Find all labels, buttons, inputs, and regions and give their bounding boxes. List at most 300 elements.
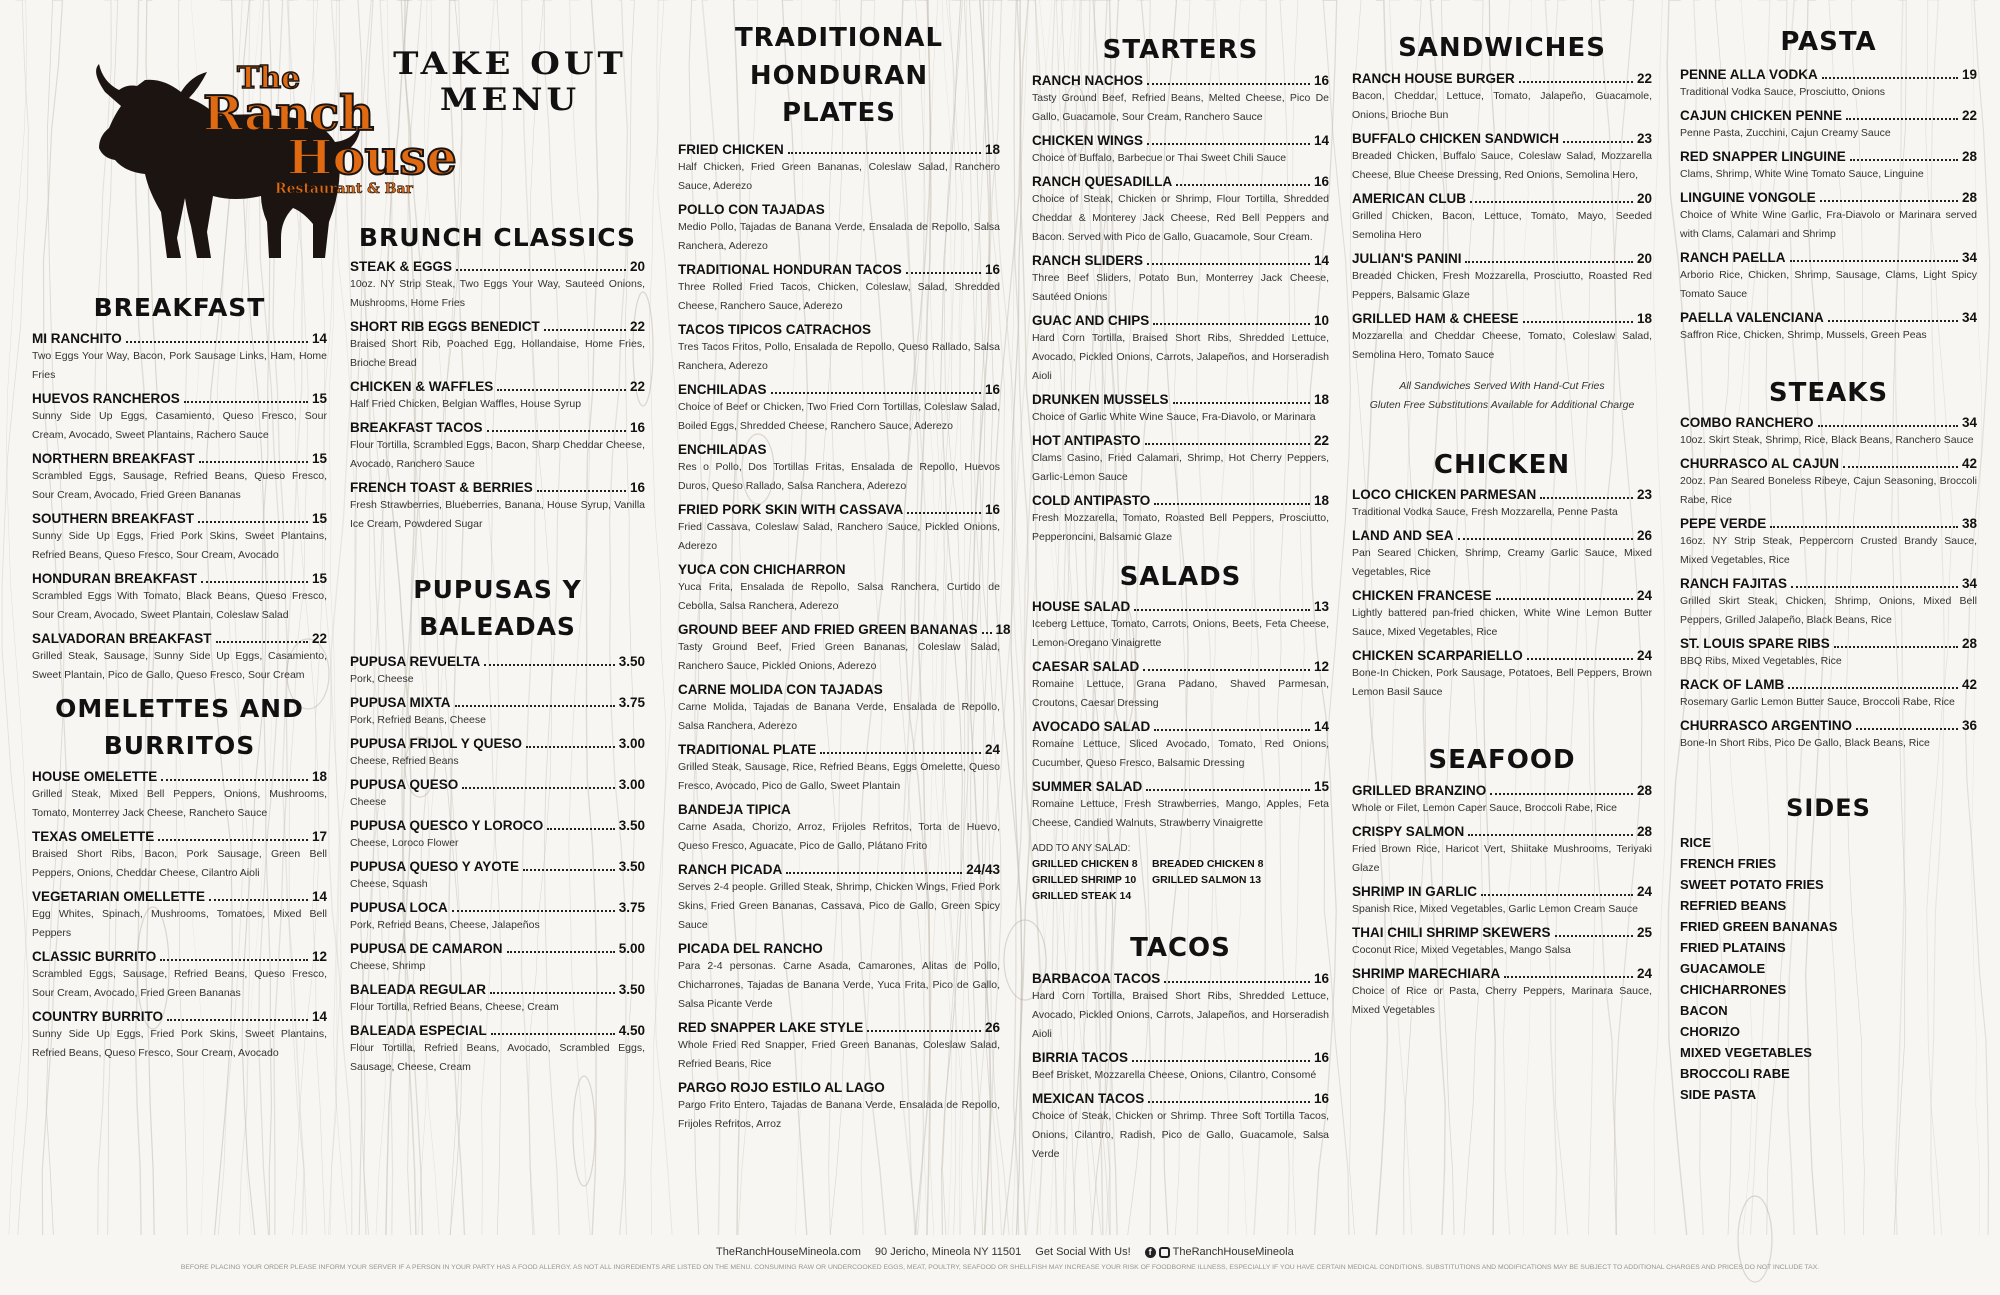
menu-item-price: 20 [1636,190,1652,206]
menu-item-price: 34 [1961,415,1977,431]
menu-item [32,768,327,823]
menu-item-line [1032,970,1329,987]
menu-item-description: Yuca Frita, Ensalada de Repollo, Salsa Ranchera, Curtido de Cebolla, Salsa Ranchera, Aderezo [678,581,1000,613]
menu-item [678,940,1000,1014]
menu-item-price: 28 [1961,189,1977,205]
footer-website[interactable]: TheRanchHouseMineola.com [716,1246,861,1258]
menu-item-name: CHURRASCO ARGENTINO [1680,718,1852,734]
menu-item-name: RANCH FAJITAS [1680,576,1788,592]
brunch-list [350,258,645,534]
dot-leader [1465,261,1632,263]
menu-item [1352,823,1652,878]
menu-item-price: 4.50 [618,1022,645,1038]
menu-item-name: RED SNAPPER LINGUINE [1680,148,1846,164]
menu-item-description: Cheese, Loroco Flower [350,836,459,849]
seafood-list [1352,782,1652,1020]
menu-item-name: PAELLA VALENCIANA [1680,309,1824,325]
menu-item-price: 22 [1636,70,1652,86]
menu-item-price: 24 [1636,966,1652,982]
menu-item-name: SHRIMP MARECHIARA [1352,966,1501,982]
wood-knot [573,1076,595,1186]
menu-item-name: PUPUSA FRIJOL Y QUESO [350,735,523,751]
menu-item [1680,66,1977,102]
menu-item [1352,924,1652,960]
menu-item-price: 16 [1313,971,1329,987]
menu-item-description: Hard Corn Tortilla, Braised Short Ribs, Shredded Lettuce, Avocado, Pickled Onions, Carrots, Jalapeños, and Horseradish Aioli [1032,990,1329,1041]
menu-item-price: 15 [311,391,327,407]
salads-heading: SALADS [1119,561,1242,592]
sandwich-note-gluten: Gluten Free Substitutions Available for Additional Charge [1369,398,1635,411]
menu-item-line [678,381,1000,398]
dot-leader [1820,200,1958,202]
menu-item-line [32,630,327,647]
menu-item-description: 10oz. Skirt Steak, Shrimp, Rice, Black Beans, Ranchero Sauce [1680,434,1974,447]
dot-leader [1843,466,1958,468]
menu-item-price: 36 [1961,718,1977,734]
menu-item-line [350,479,645,496]
dot-leader [1856,728,1958,730]
menu-item [1680,107,1977,143]
menu-item-name: RANCH HOUSE BURGER [1352,70,1515,86]
menu-item-price: 18 [1636,310,1652,326]
menu-item-name: HOUSE SALAD [1032,599,1131,615]
menu-item-price: 10 [1313,312,1329,328]
menu-item [350,653,645,689]
sides-list [1680,832,1977,1105]
menu-item-price: 3.50 [618,858,645,874]
menu-item-name: STEAK & EGGS [350,259,453,275]
footer-social[interactable] [1145,1246,1294,1258]
dot-leader [1154,503,1310,505]
menu-item-description: Mozzarella and Cheddar Cheese, Tomato, Coleslaw Salad, Semolina Hero, Tomato Sauce [1352,329,1652,361]
menu-item [350,694,645,730]
menu-item-line [1032,718,1329,735]
dot-leader [547,828,614,830]
menu-item-price: 22 [629,379,645,395]
menu-item [678,1079,1000,1134]
menu-item-name: ENCHILADAS [678,382,767,398]
menu-item [1352,190,1652,245]
chicken-list [1352,486,1652,702]
dot-leader [462,787,614,789]
honduran-heading: TRADITIONAL HONDURAN PLATES [734,23,944,129]
addon-grilled-chicken: GRILLED CHICKEN 8 [1032,858,1138,871]
menu-item-name: VEGETARIAN OMELLETTE [32,888,206,904]
menu-item-name: COLD ANTIPASTO [1032,492,1151,508]
menu-item-description: Scrambled Eggs, Sausage, Refried Beans, Queso Fresco, Sour Cream, Avocado, Fried Green Bananas [32,967,327,999]
side-item: REFRIED BEANS [1680,898,1787,914]
dot-leader [1555,935,1633,937]
dot-leader [1563,141,1633,143]
menu-item-description: Romaine Lettuce, Sliced Avocado, Tomato, Red Onions, Cucumber, Queso Fresco, Balsamic Dressing [1032,738,1329,770]
menu-item [1032,132,1329,168]
menu-item-line [1352,823,1652,840]
menu-item-line [350,318,645,335]
menu-item-name: ST. LOUIS SPARE RIBS [1680,636,1830,652]
menu-item-description: Coconut Rice, Mixed Vegetables, Mango Salsa [1352,944,1571,957]
chicken-heading: CHICKEN [1433,449,1571,480]
dot-leader [1153,323,1310,325]
dot-leader [1540,497,1633,499]
dot-leader [160,959,308,961]
dot-leader [820,752,981,754]
sides-heading: SIDES [1786,794,1871,823]
dot-leader [1818,425,1958,427]
menu-item-line [678,201,1000,218]
menu-item [1032,598,1329,653]
menu-item-description: Romaine Lettuce, Grana Padano, Shaved Parmesan, Croutons, Caesar Dressing [1032,678,1329,710]
menu-item-line [1032,252,1329,269]
menu-item-description: Rosemary Garlic Lemon Butter Sauce, Broccoli Rabe, Rice [1680,696,1955,709]
menu-item [350,940,645,976]
menu-item-description: Serves 2-4 people. Grilled Steak, Shrimp, Chicken Wings, Fried Pork Skins, Fried Green Bananas, Cassava, Pico de Gallo, Green Spicy Sauce [678,881,1000,932]
menu-item-line [350,378,645,395]
menu-item-price: 3.00 [618,776,645,792]
menu-item-description: Braised Short Rib, Poached Egg, Hollandaise, Home Fries, Brioche Bread [350,338,645,370]
menu-item-description: Choice of White Wine Garlic, Fra-Diavolo or Marinara served with Clams, Calamari and Shrimp [1680,208,1977,240]
menu-item-price: 14 [1313,132,1329,148]
menu-item-price: 24 [984,742,1000,758]
menu-item [1032,492,1329,547]
menu-item-line [32,768,327,785]
menu-item-line [32,888,327,905]
col-starters [1032,32,1329,1169]
menu-item-line [350,776,645,793]
menu-item-name: CHICKEN FRANCESE [1352,588,1492,604]
menu-item [1032,970,1329,1044]
menu-item-name: GUAC AND CHIPS [1032,312,1150,328]
instagram-icon[interactable] [1159,1247,1170,1258]
dot-leader [1146,789,1310,791]
menu-item-line [1352,70,1652,87]
menu-item [32,888,327,943]
menu-item-name: COMBO RANCHERO [1680,415,1814,431]
menu-item-description: Fried Cassava, Coleslaw Salad, Ranchero Sauce, Pickled Onions, Aderezo [678,521,1000,553]
menu-item-price: 38 [1961,516,1977,532]
take-out-menu-banner: TAKE OUT MENU [393,46,627,118]
menu-item-name: GRILLED HAM & CHEESE [1352,310,1519,326]
sandwiches-list [1352,70,1652,365]
menu-item-line [1352,486,1652,503]
side-item: FRIED GREEN BANANAS [1680,919,1838,935]
menu-item [1680,455,1977,510]
menu-item [678,861,1000,935]
menu-item-name: POLLO CON TAJADAS [678,202,825,218]
menu-item-name: RANCH PAELLA [1680,249,1786,265]
menu-item-line [1352,527,1652,544]
menu-item-price: 14 [1313,252,1329,268]
menu-item [1352,527,1652,582]
menu-item-line [1680,575,1977,592]
menu-item-description: Arborio Rice, Chicken, Shrimp, Sausage, Clams, Light Spicy Tomato Sauce [1680,268,1977,300]
menu-item [1032,778,1329,833]
menu-item-description: Grilled Chicken, Bacon, Lettuce, Tomato, Mayo, Seeded Semolina Hero [1352,209,1652,241]
dot-leader [201,581,308,583]
menu-item-price: 5.00 [618,940,645,956]
dot-leader [456,269,626,271]
menu-item-price: 18 [1313,492,1329,508]
menu-item-name: THAI CHILI SHRIMP SKEWERS [1352,925,1551,941]
menu-item-description: Cheese, Squash [350,877,428,890]
dot-leader [1846,118,1958,120]
menu-item-description: Choice of Steak, Chicken or Shrimp. Three Soft Tortilla Tacos, Onions, Cilantro, Radish, Pico de Gallo, Guacamole, Salsa Verde [1032,1110,1329,1161]
menu-item-description: Half Fried Chicken, Belgian Waffles, House Syrup [350,398,582,411]
dot-leader [1134,609,1310,611]
menu-item-line [678,801,1000,818]
menu-item-description: Lightly battered pan-fried chicken, White Wine Lemon Butter Sauce, Mixed Vegetables, Rice [1352,607,1652,639]
menu-item-name: RANCH NACHOS [1032,72,1143,88]
menu-item-description: 10oz. NY Strip Steak, Two Eggs Your Way, Sauteed Onions, Mushrooms, Home Fries [350,278,645,310]
menu-item-name: RANCH QUESADILLA [1032,173,1173,189]
menu-item-description: Grilled Steak, Sausage, Sunny Side Up Eggs, Casamiento, Sweet Plantain, Pico de Gallo, Queso Fresco, Sour Cream [32,650,327,682]
menu-item [1352,130,1652,185]
menu-item-name: FRENCH TOAST & BERRIES [350,480,533,496]
menu-item-line [678,681,1000,698]
menu-item-line [350,735,645,752]
menu-item [678,381,1000,436]
menu-item-name: HOT ANTIPASTO [1032,432,1141,448]
menu-item-price: 3.75 [618,899,645,915]
dot-leader [455,705,615,707]
menu-item-line [1032,778,1329,795]
menu-item-line [1680,309,1977,326]
menu-item-price: 23 [1636,130,1652,146]
salad-addons-title: ADD TO ANY SALAD: [1032,843,1131,855]
menu-item-price: 20 [1636,250,1652,266]
menu-item-description: Traditional Vodka Sauce, Prosciutto, Onions [1680,85,1886,98]
menu-item-price: 26 [1636,528,1652,544]
menu-item-price: 34 [1961,309,1977,325]
menu-item-name: DRUNKEN MUSSELS [1032,391,1169,407]
menu-item [1352,70,1652,125]
menu-item-description: Choice of Beef or Chicken, Two Fried Corn Tortillas, Coleslaw Salad, Boiled Eggs, Shredded Cheese, Ranchero Sauce, Aderezo [678,401,1000,433]
menu-item-name: PUPUSA QUESO [350,776,459,792]
menu-item-line [1352,883,1652,900]
menu-item-description: Bacon, Cheddar, Lettuce, Tomato, Jalapeño, Guacamole, Onions, Brioche Bun [1352,89,1652,121]
menu-item [32,330,327,385]
menu-item-price: 16 [984,382,1000,398]
menu-item-price: 18 [311,768,327,784]
menu-item-name: SALVADORAN BREAKFAST [32,631,212,647]
dot-leader [1176,184,1310,186]
menu-item [678,261,1000,316]
menu-item-description: Scrambled Eggs, Sausage, Refried Beans, Queso Fresco, Sour Cream, Avocado, Fried Green Bananas [32,470,327,502]
menu-item-description: Grilled Skirt Steak, Chicken, Shrimp, Onions, Mixed Bell Peppers, Grilled Jalapeño, Black Beans, Rice [1680,595,1977,627]
menu-item-name: BIRRIA TACOS [1032,1050,1128,1066]
menu-item-line [1352,647,1652,664]
menu-item-line [32,1008,327,1025]
dot-leader [1458,538,1633,540]
side-item: CHICHARRONES [1680,982,1787,998]
menu-item [1680,414,1977,450]
menu-item-name: CHICKEN WINGS [1032,132,1143,148]
dot-leader [1790,260,1958,262]
menu-item-price: 16 [629,420,645,436]
menu-item-name: YUCA CON CHICHARRON [678,562,846,578]
pasta-heading: PASTA [1780,27,1877,57]
menu-item-description: Pan Seared Chicken, Shrimp, Creamy Garlic Sauce, Mixed Vegetables, Rice [1352,547,1652,579]
facebook-icon[interactable]: f [1145,1247,1156,1258]
menu-item-name: LINGUINE VONGOLE [1680,189,1816,205]
menu-item-line [1352,924,1652,941]
menu-item-name: PUPUSA QUESO Y AYOTE [350,858,520,874]
menu-item [1032,718,1329,773]
menu-item-description: Sunny Side Up Eggs, Casamiento, Queso Fresco, Sour Cream, Avocado, Sweet Plantains, Rachero Sauce [32,410,327,442]
menu-item-line [1680,189,1977,206]
menu-item-price: 17 [311,828,327,844]
menu-item-price: 12 [311,948,327,964]
menu-item-description: Breaded Chicken, Buffalo Sauce, Coleslaw Salad, Mozzarella Cheese, Blue Cheese Dressing, Red Onions, Semolina Hero, [1352,149,1652,181]
dot-leader [490,992,615,994]
menu-item-line [350,858,645,875]
menu-item [350,858,645,894]
dot-leader [1822,77,1958,79]
menu-item-price: 16 [984,262,1000,278]
menu-item-description: Iceberg Lettuce, Tomato, Carrots, Onions, Beets, Feta Cheese, Lemon-Oregano Vinaigrette [1032,618,1329,650]
menu-item-name: BARBACOA TACOS [1032,971,1161,987]
menu-item [1032,658,1329,713]
dot-leader [1147,83,1310,85]
dot-leader [1468,834,1633,836]
menu-item [1032,252,1329,307]
menu-item-name: SUMMER SALAD [1032,779,1143,795]
menu-item-line [1680,455,1977,472]
sandwich-note-fries: All Sandwiches Served With Hand-Cut Fries [1399,379,1605,392]
menu-item-line [32,390,327,407]
menu-item-description: Fresh Strawberries, Blueberries, Banana, House Syrup, Vanilla Ice Cream, Powdered Sugar [350,499,645,531]
menu-item-price: 3.50 [618,981,645,997]
menu-item-price: 34 [1961,249,1977,265]
dot-leader [788,152,981,154]
menu-item [32,450,327,505]
brand-house: House [287,130,457,186]
menu-item-description: Fried Brown Rice, Haricot Vert, Shiitake Mushrooms, Teriyaki Glaze [1352,843,1652,875]
addon-grilled-steak: GRILLED STEAK 14 [1032,890,1132,903]
menu-item [1680,717,1977,753]
menu-item-description: Tasty Ground Beef, Fried Green Bananas, Coleslaw Salad, Ranchero Sauce, Pickled Onions, Aderezo [678,641,1000,673]
menu-item-description: Breaded Chicken, Fresh Mozzarella, Prosciutto, Roasted Red Peppers, Balsamic Glaze [1352,269,1652,301]
menu-item-price: 15 [1313,779,1329,795]
menu-item-name: BALEADA ESPECIAL [350,1022,487,1038]
salads-list [1032,598,1329,833]
menu-item [350,378,645,414]
menu-item-price: 28 [1961,148,1977,164]
menu-item-price: 18 [1313,391,1329,407]
menu-item [1680,148,1977,184]
menu-item-name: LOCO CHICKEN PARMESAN [1352,487,1537,503]
dot-leader [523,869,615,871]
menu-item-line [1680,635,1977,652]
menu-item [678,1019,1000,1074]
brunch-heading: BRUNCH CLASSICS [358,223,637,252]
menu-item-name: LAND AND SEA [1352,528,1454,544]
dot-leader [199,461,308,463]
menu-item-line [1680,66,1977,83]
menu-item-price: 14 [311,1008,327,1024]
menu-item-name: MEXICAN TACOS [1032,1091,1145,1107]
menu-item-description: Flour Tortilla, Refried Beans, Avocado, Scrambled Eggs, Sausage, Cheese, Cream [350,1041,645,1073]
menu-item [678,741,1000,796]
menu-item [32,630,327,685]
dot-leader [126,341,308,343]
menu-item-description: Three Beef Sliders, Potato Bun, Monterrey Jack Cheese, Sautéed Onions [1032,271,1329,303]
grain-line [2,0,29,1235]
menu-item-name: SHRIMP IN GARLIC [1352,884,1478,900]
menu-item-description: Penne Pasta, Zucchini, Cajun Creamy Sauce [1680,126,1891,139]
menu-item-line [678,321,1000,338]
dot-leader [982,632,992,634]
menu-item-line [350,1022,645,1039]
menu-item-description: Medio Pollo, Tajadas de Banana Verde, Ensalada de Repollo, Salsa Ranchera, Aderezo [678,221,1000,253]
menu-item-line [1352,310,1652,327]
menu-item-line [1352,587,1652,604]
menu-item [32,948,327,1003]
menu-item-line [1032,1049,1329,1066]
dot-leader [1519,81,1633,83]
menu-item-name: HOUSE OMELETTE [32,768,158,784]
menu-item-line [1680,717,1977,734]
menu-item-price: 16 [1313,1091,1329,1107]
menu-item [350,776,645,812]
menu-item [350,981,645,1017]
omelettes-heading: OMELETTES AND BURRITOS [55,694,304,760]
menu-item [32,1008,327,1063]
menu-item-name: PENNE ALLA VODKA [1680,66,1818,82]
menu-item-description: Cheese, Shrimp [350,959,426,972]
menu-item-name: HONDURAN BREAKFAST [32,571,197,587]
menu-item-line [1032,72,1329,89]
menu-item-price: 18 [995,622,1011,638]
dot-leader [1496,598,1633,600]
steaks-heading: STEAKS [1768,377,1889,408]
pupusas-list [350,653,645,1077]
menu-item-price: 26 [984,1020,1000,1036]
side-item: CHORIZO [1680,1024,1740,1040]
menu-item-description: Pork, Refried Beans, Cheese, Jalapeños [350,918,540,931]
menu-item-description: Traditional Vodka Sauce, Fresh Mozzarella, Penne Pasta [1352,506,1618,519]
dot-leader [507,951,615,953]
menu-item-line [678,561,1000,578]
menu-item-price: 22 [629,319,645,335]
menu-item-price: 22 [1961,107,1977,123]
dot-leader [1828,320,1958,322]
menu-item [678,501,1000,556]
menu-item [350,817,645,853]
menu-item-price: 15 [311,511,327,527]
menu-item-name: COUNTRY BURRITO [32,1008,164,1024]
menu-item-description: Cheese, Refried Beans [350,754,459,767]
menu-item-description: Grilled Steak, Mixed Bell Peppers, Onions, Mushrooms, Tomato, Monterrey Jack Cheese, Ranchero Sauce [32,787,327,819]
dot-leader [198,521,308,523]
menu-item [1352,647,1652,702]
menu-item-price: 16 [1313,72,1329,88]
menu-item-price: 20 [629,259,645,275]
menu-item [1032,432,1329,487]
menu-item-price: 15 [311,571,327,587]
menu-item [1352,883,1652,919]
starters-heading: STARTERS [1102,35,1259,65]
salad-addons [1032,843,1329,902]
menu-item [678,441,1000,496]
menu-item-line [1680,414,1977,431]
menu-item-line [1680,515,1977,532]
menu-item-price: 22 [311,631,327,647]
menu-item-line [32,828,327,845]
side-item: BROCCOLI RABE [1680,1066,1790,1082]
menu-item [32,390,327,445]
menu-item-description: Three Rolled Fried Tacos, Chicken, Coleslaw, Salad, Shredded Cheese, Ranchero Sauce, Aderezo [678,281,1000,313]
menu-item-line [32,510,327,527]
